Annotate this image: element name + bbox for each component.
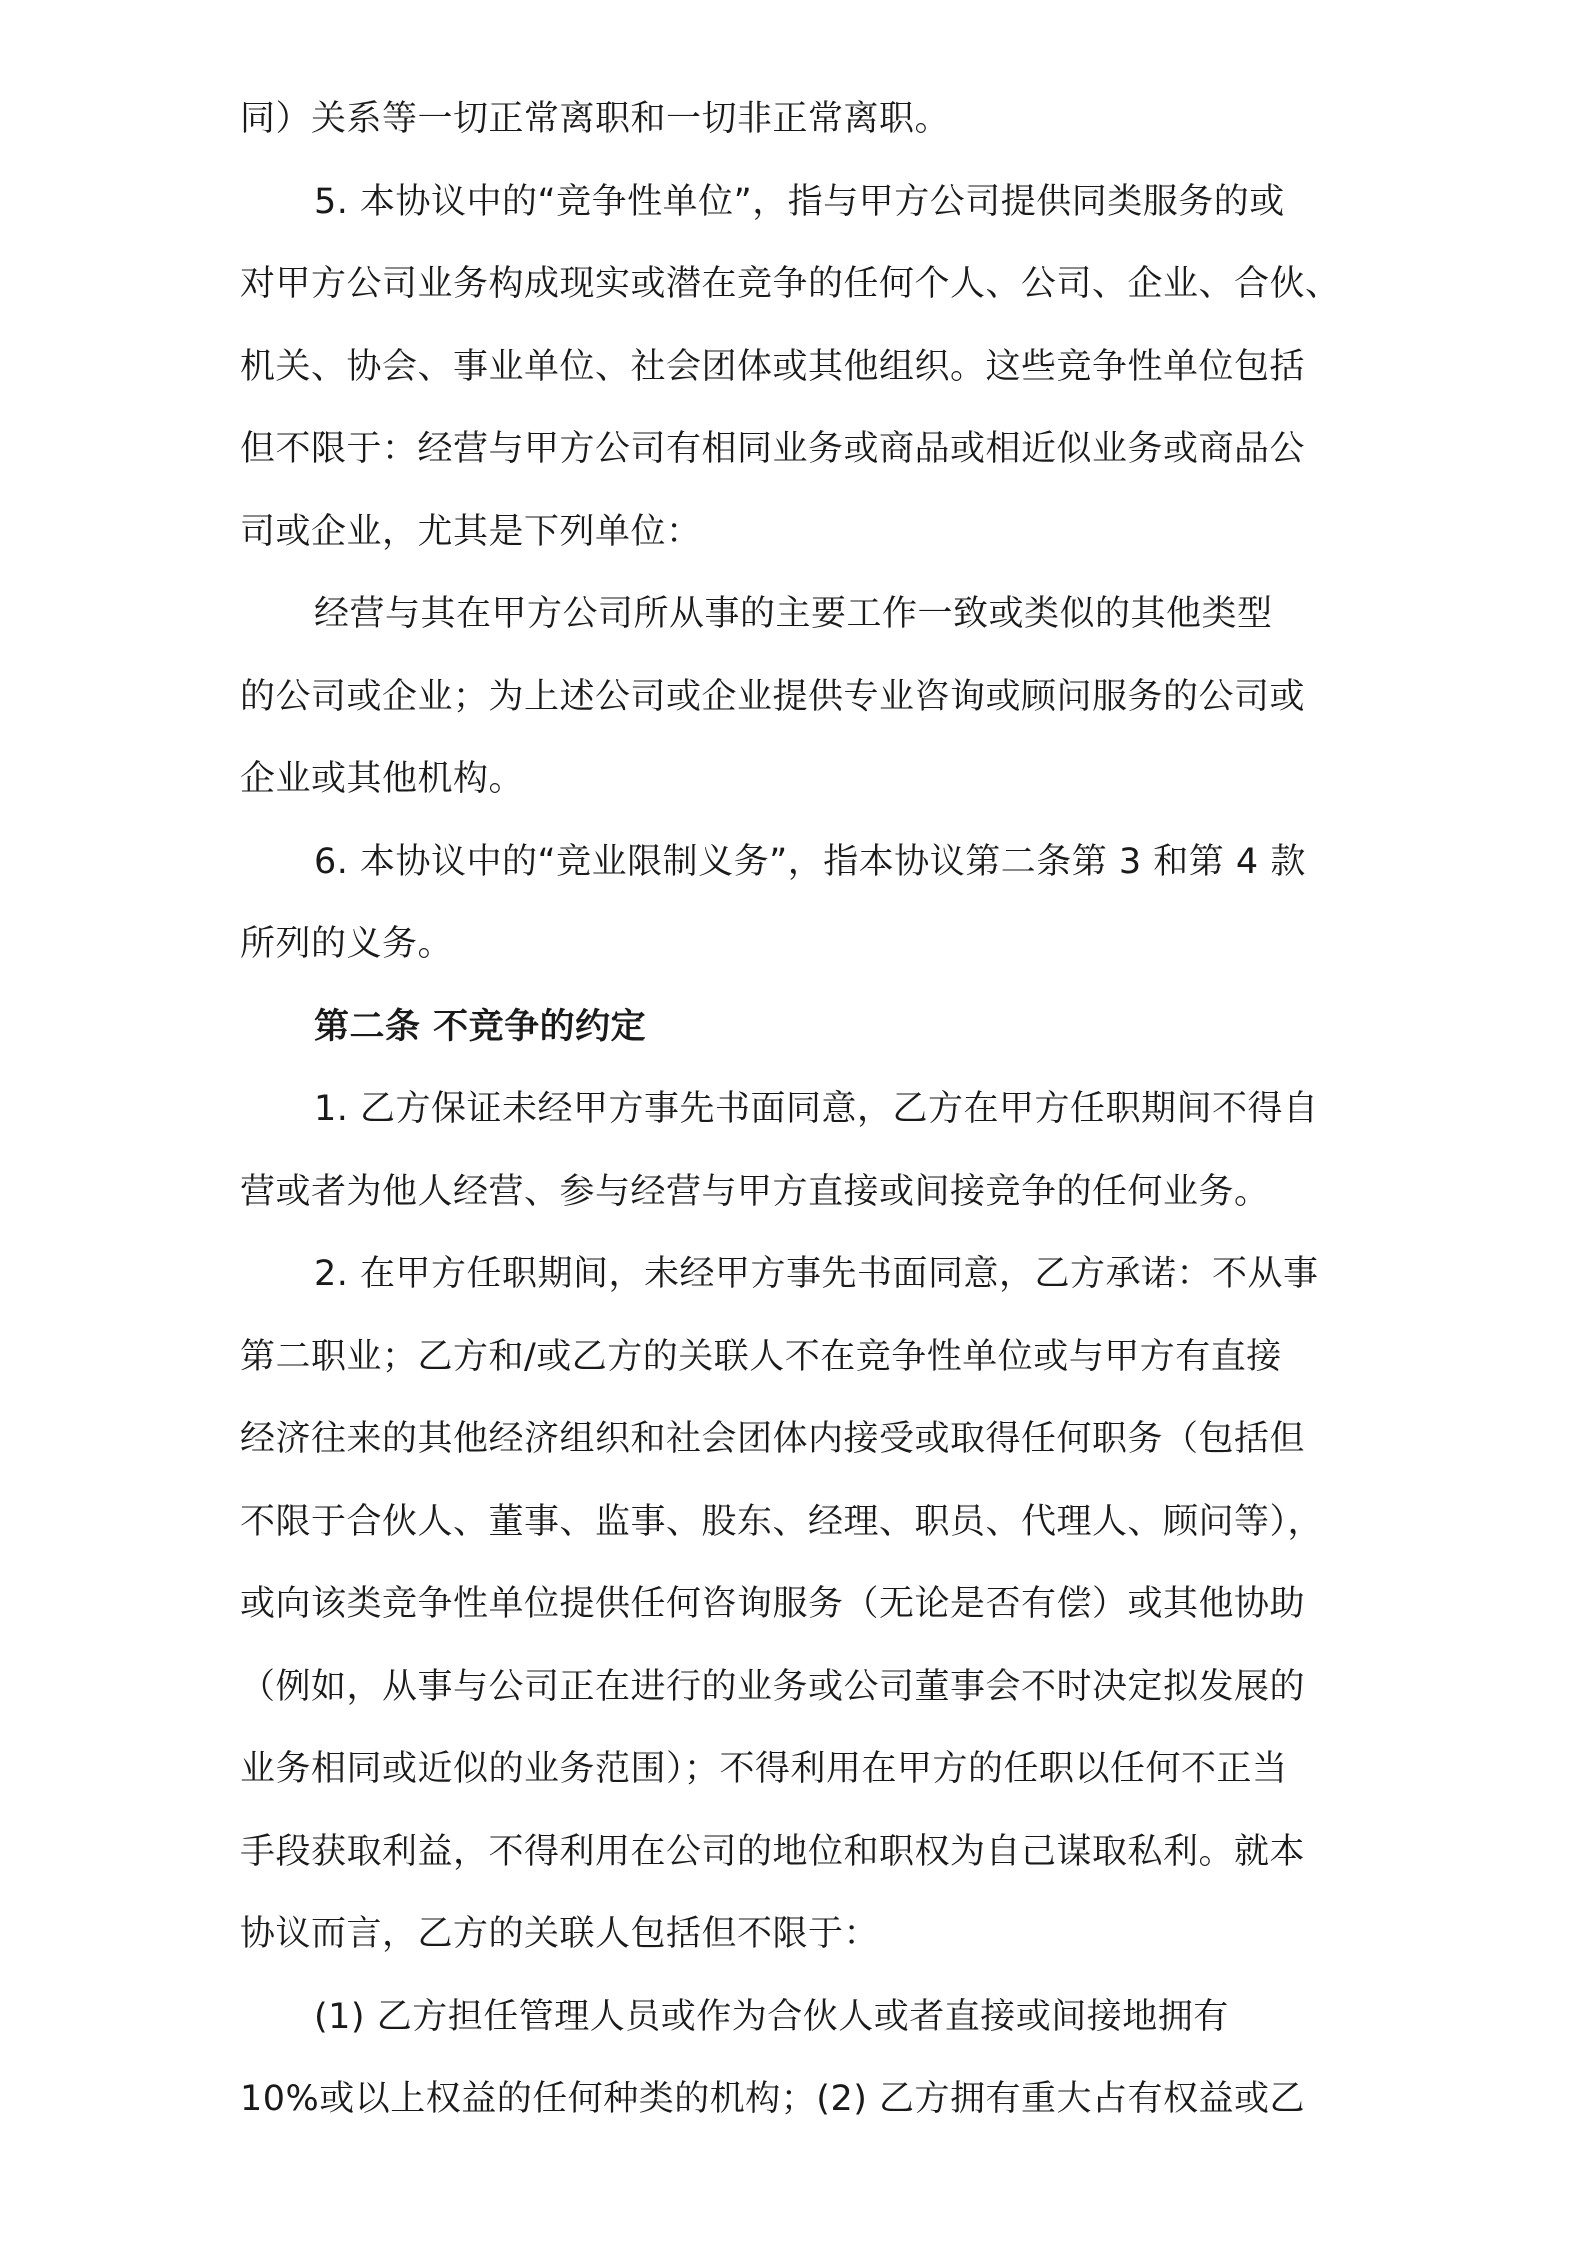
text-line: 协议而言，乙方的关联人包括但不限于：: [240, 1914, 880, 1954]
paragraph-6-line: 6. 本协议中的“竞业限制义务”，指本协议第二条第 3 和第 4 款: [314, 841, 1306, 882]
section-heading: 第二条 不竞争的约定: [314, 1006, 647, 1047]
text-line: 所列的义务。: [240, 924, 454, 964]
text-line: 或向该类竞争性单位提供任何咨询服务（无论是否有偿）或其他协助: [240, 1584, 1306, 1624]
paragraph-5-line: 5. 本协议中的“竞争性单位”，指与甲方公司提供同类服务的或: [314, 181, 1285, 222]
text-line: 10%或以上权益的任何种类的机构；(2) 乙方拥有重大占有权益或乙: [240, 2079, 1305, 2119]
text-line: 业务相同或近似的业务范围）；不得利用在甲方的任职以任何不正当: [240, 1749, 1288, 1789]
text-line: 的公司或企业；为上述公司或企业提供专业咨询或顾问服务的公司或: [240, 676, 1306, 717]
paragraph-line: 经营与其在甲方公司所从事的主要工作一致或类似的其他类型: [314, 594, 1273, 634]
text-line: 但不限于：经营与甲方公司有相同业务或商品或相近似业务或商品公: [240, 429, 1306, 469]
text-line: （例如，从事与公司正在进行的业务或公司董事会不时决定拟发展的: [240, 1666, 1306, 1707]
text-line: 经济往来的其他经济组织和社会团体内接受或取得任何职务（包括但: [240, 1419, 1306, 1459]
text-line: 企业或其他机构。: [240, 759, 525, 799]
sub-item-1-line: (1) 乙方担任管理人员或作为合伙人或者直接或间接地拥有: [314, 1996, 1229, 2037]
document-body: [240, 78, 1360, 2141]
clause-1-line: 1. 乙方保证未经甲方事先书面同意，乙方在甲方任职期间不得自: [314, 1089, 1319, 1129]
text-line: 同）关系等一切正常离职和一切非正常离职。: [240, 99, 951, 139]
text-line: 不限于合伙人、董事、监事、股东、经理、职员、代理人、顾问等），: [240, 1501, 1324, 1542]
text-line: 对甲方公司业务构成现实或潜在竞争的任何个人、公司、企业、合伙、: [240, 264, 1341, 304]
text-line: 机关、协会、事业单位、社会团体或其他组织。这些竞争性单位包括: [240, 346, 1306, 387]
text-line: 手段获取利益，不得利用在公司的地位和职权为自己谋取私利。就本: [240, 1831, 1306, 1872]
clause-2-line: 2. 在甲方任职期间，未经甲方事先书面同意，乙方承诺：不从事: [314, 1254, 1319, 1294]
text-line: 第二职业；乙方和/或乙方的关联人不在竞争性单位或与甲方有直接: [240, 1336, 1282, 1377]
text-line: 营或者为他人经营、参与经营与甲方直接或间接竞争的任何业务。: [240, 1171, 1270, 1212]
text-line: 司或企业，尤其是下列单位：: [240, 511, 702, 552]
